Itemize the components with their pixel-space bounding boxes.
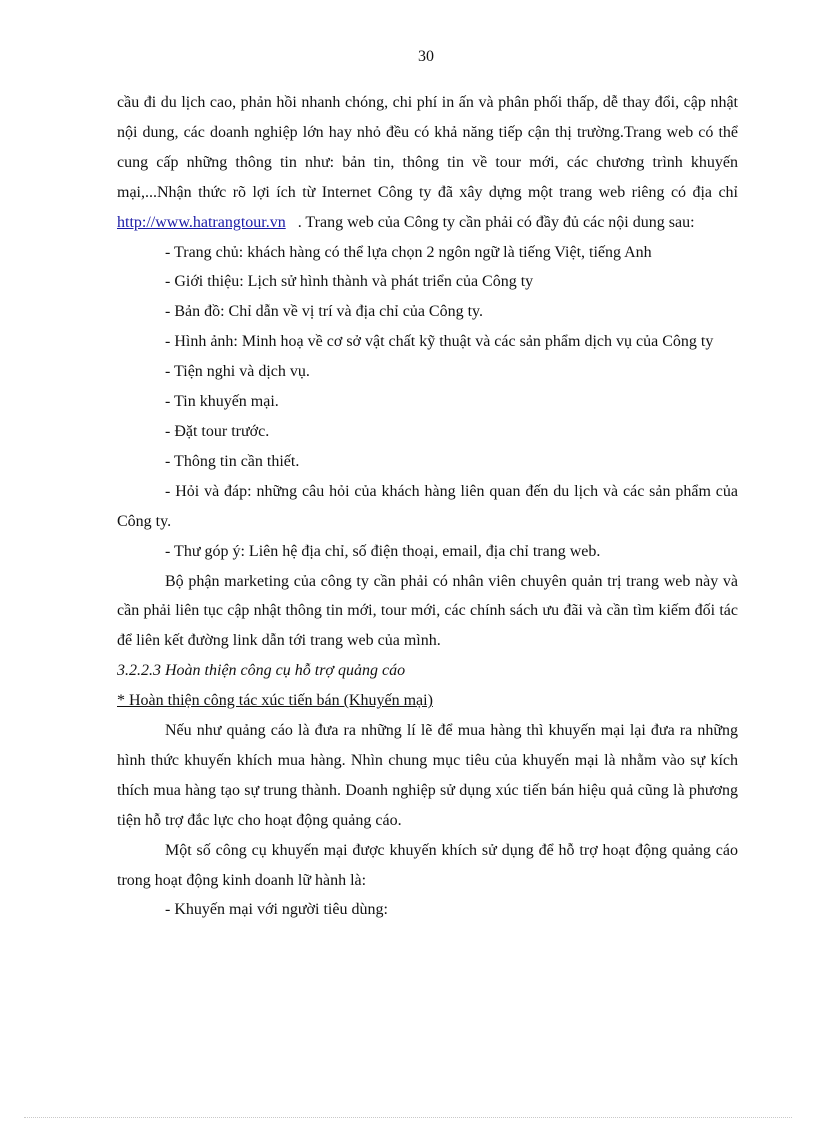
sub-heading: * Hoàn thiện công tác xúc tiến bán (Khuyến mại) <box>117 692 433 710</box>
paragraph-promotion-1: Nếu như quảng cáo là đưa ra những lí lẽ để mua hàng thì khuyến mại lại đưa ra những hình thức khuyến khích mua hàng. Nhìn chung mục tiêu của khuyến mại là nhằm vào sự kích thích mua hàng tạo sự trung thành. Doanh nghiệp sử dụng xúc tiến bán hiệu quả cũng là phương tiện hỗ trợ đắc lực cho hoạt động quảng cáo. <box>117 722 738 829</box>
page-number: 30 <box>418 48 434 65</box>
paragraph-marketing: Bộ phận marketing của công ty cần phải có nhân viên chuyên quản trị trang web này và cần phải liên tục cập nhật thông tin mới, tour mới, các chính sách ưu đãi và cần tìm kiếm đối tác để liên kết đường link dẫn tới trang web của mình. <box>117 572 738 650</box>
list-item: - Tiện nghi và dịch vụ. <box>165 363 310 381</box>
paragraph-text: . Trang web của Công ty cần phải có đầy đủ các nội dung sau: <box>297 213 695 231</box>
website-link[interactable]: http://www.hatrangtour.vn <box>117 213 286 231</box>
paragraph-website-intro <box>117 88 738 238</box>
list-item: - Giới thiệu: Lịch sử hình thành và phát triển của Công ty <box>165 273 534 291</box>
paragraph-consumer: - Khuyến mại với người tiêu dùng: <box>165 901 388 919</box>
list-item: - Bản đồ: Chỉ dẫn về vị trí và địa chỉ của Công ty. <box>165 303 484 321</box>
list-item: - Hình ảnh: Minh hoạ về cơ sở vật chất kỹ thuật và các sản phẩm dịch vụ của Công ty <box>165 333 714 351</box>
section-heading: 3.2.2.3 Hoàn thiện công cụ hỗ trợ quảng cáo <box>117 662 406 680</box>
list-item: - Tin khuyến mại. <box>165 393 279 411</box>
list-item: - Đặt tour trước. <box>165 422 270 440</box>
paragraph-promotion-2: Một số công cụ khuyến mại được khuyến khích sử dụng để hỗ trợ hoạt động quảng cáo trong hoạt động kinh doanh lữ hành là: <box>117 841 738 889</box>
list-item: - Thông tin cần thiết. <box>165 452 300 470</box>
list-item: - Hỏi và đáp: những câu hỏi của khách hàng liên quan đến du lịch và các sản phẩm của Công ty. <box>117 482 738 530</box>
list-item: - Thư góp ý: Liên hệ địa chỉ, số điện thoại, email, địa chỉ trang web. <box>165 542 601 560</box>
page-bottom-divider <box>24 1117 792 1118</box>
list-item: - Trang chủ: khách hàng có thể lựa chọn 2 ngôn ngữ là tiếng Việt, tiếng Anh <box>165 243 652 261</box>
paragraph-text: cầu đi du lịch cao, phản hồi nhanh chóng, chi phí in ấn và phân phối thấp, dễ thay đổi, cập nhật nội dung, các doanh nghiệp lớn hay nhỏ đều có khả năng tiếp cận thị trường.Trang web có thể cung cấp những thông tin như: bản tin, thông tin về tour mới, các chương trình khuyến mại,...Nhận thức rõ lợi ích từ Internet Công ty đã xây dựng một trang web riêng có địa chỉ <box>117 94 738 201</box>
document-body <box>117 88 738 925</box>
sub-heading-wrapper <box>117 686 738 716</box>
